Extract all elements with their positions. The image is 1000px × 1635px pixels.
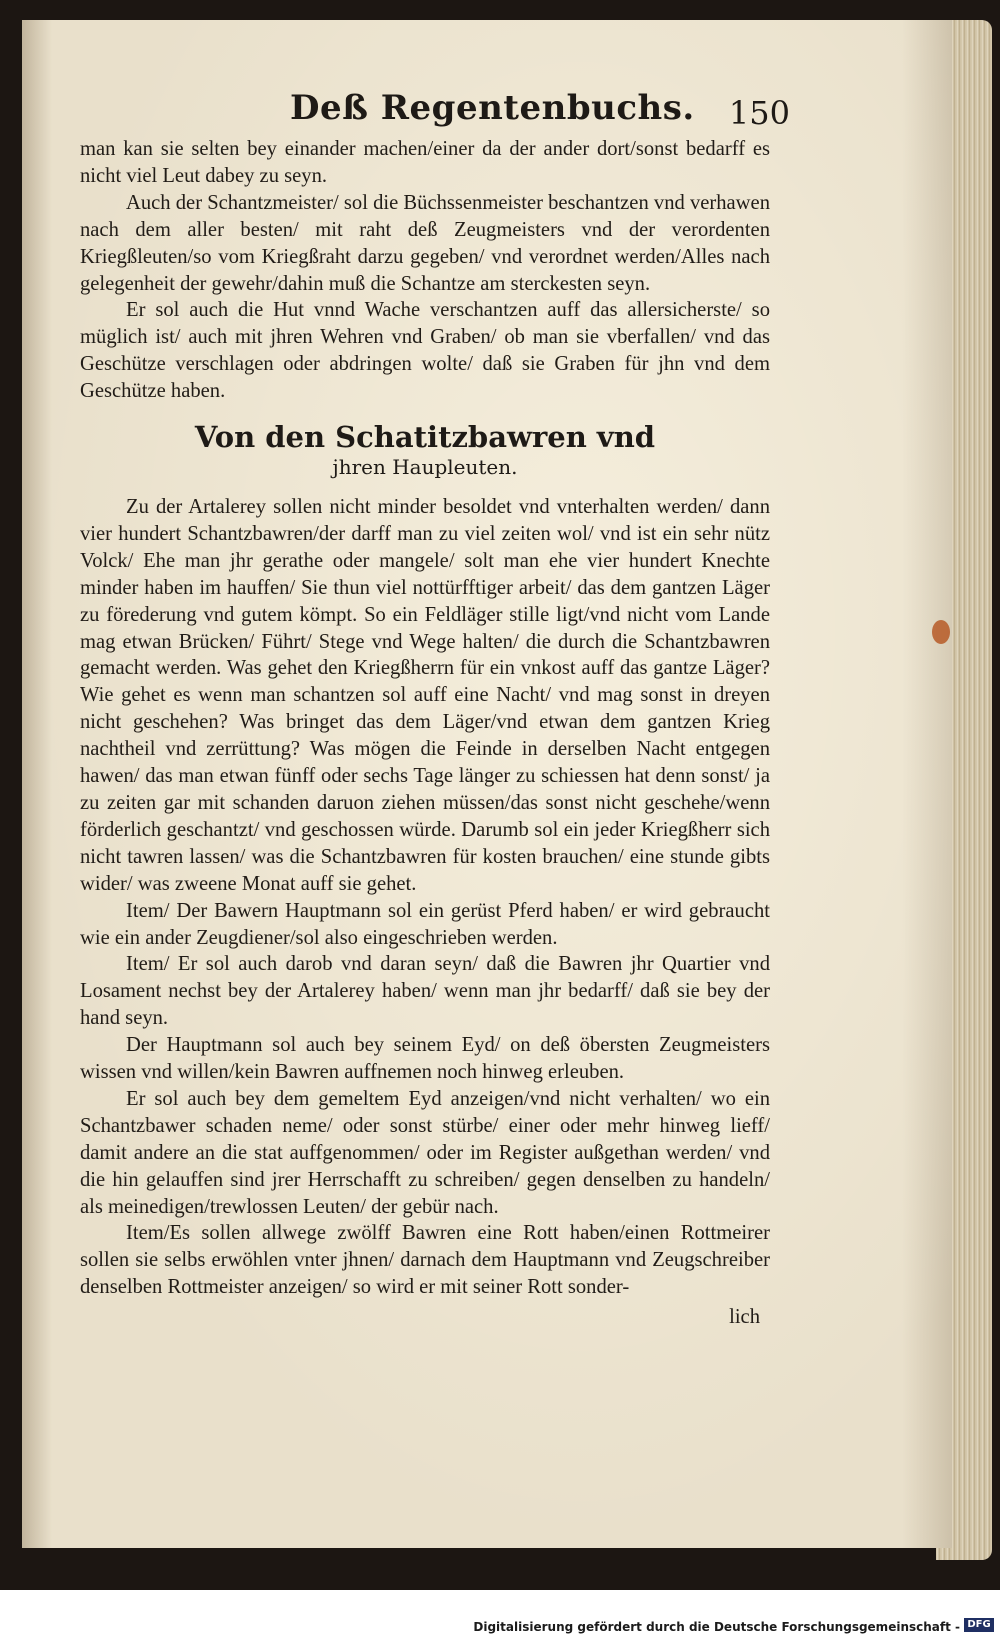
paragraph: Auch der Schantzmeister/ sol die Büchssenmeister beschantzen vnd verhawen nach dem aller besten/ mit raht deß Zeugmeisters vnd der verordenten Kriegßleuten/so vom Kriegßraht darzu gegeben/ vnd verordnet werden/Alles nach gelegenheit der gewehr/dahin muß die Schantze am sterckesten seyn. <box>80 191 770 295</box>
paragraph: man kan sie selten bey einander machen/einer da der ander dort/sonst bedarff es nicht viel Leut dabey zu seyn. <box>80 138 770 187</box>
catchword: lich <box>729 1306 760 1328</box>
body-text-block <box>80 494 770 1301</box>
paragraph: Er sol auch bey dem gemeltem Eyd anzeigen/vnd nicht verhalten/ wo ein Schantzbawer schaden neme/ oder sonst stürbe/ einer oder mehr hinweg lieff/ damit andere an die stat auffgenommen/ oder im Register außgethan werden/ vnd die hin gelauffen sind jrer Herrschafft zu schreiben/ gegen denselben zu handeln/ als meinedigen/trewlossen Leuten/ der gebür nach. <box>80 1087 770 1218</box>
funding-credit: Digitalisierung gefördert durch die Deutsche Forschungsgemeinschaft - <box>473 1620 960 1634</box>
paper-stain <box>932 620 950 644</box>
section-heading: Von den Schatitzbawren vnd <box>194 420 656 454</box>
paragraph: Er sol auch die Hut vnnd Wache verschantzen auff das allersicherste/ so müglich ist/ auch mit jhren Wehren vnd Graben/ ob man sie vberfallen/ vnd das Geschütze verschlagen oder abdringen wolte/ daß sie Graben für jhn vnd dem Geschütze haben. <box>80 299 770 403</box>
paragraph: Item/Es sollen allwege zwölff Bawren eine Rott haben/einen Rottmeirer sollen sie selbs erwöhlen vnter jhnen/ darnach dem Hauptmann vnd Zeugschreiber denselben Rottmeister anzeigen/ so wird er mit seiner Rott sonder- <box>80 1222 770 1299</box>
folio-number: 150 <box>728 94 790 132</box>
paragraph: Zu der Artalerey sollen nicht minder besoldet vnd vnterhalten werden/ dann vier hundert Schantzbawren/der darff man zu viel zeiten wol/ vnd ist ein sehr nütz Volck/ Ehe man jhr gerathe oder mangele/ solt man ehe vier hundert Knechte minder haben im hauffen/ Sie thun viel nottürfftiger arbeit/ das dem gantzen Läger zu förederung vnd gutem kömpt. So ein Feldläger stille ligt/vnd nicht vom Lande mag etwan Brücken/ Führt/ Stege vnd Wege halten/ die durch die Schantzbawren gemacht werden. Was gehet den Kriegßherrn für ein vnkost auff das gantze Läger? Wie gehet es wenn man schantzen sol auff eine Nacht/ vnd mag sonst in dreyen nicht geschehen? Was bringet das dem Läger/vnd etwan dem gantzen Krieg nachtheil vnd zerrüttung? Was mögen die Feinde in derselben Nacht entgegen hawen/ das man etwan fünff oder sechs Tage länger zu schiessen hat denn sonst/ ja zu zeiten gar mit schanden daruon ziehen müssen/das sonst nicht geschehe/wenn förderlich geschantzt/ vnd geschossen würde. Darumb sol ein jeder Kriegßherr sich nicht tawren lassen/ was die Schantzbawren für kosten brauchen/ eine stunde gibts wider/ was zweene Monat auff sie gehet. <box>80 496 770 895</box>
paragraph: Item/ Er sol auch darob vnd daran seyn/ daß die Bawren jhr Quartier vnd Losament nechst bey der Artalerey haben/ wenn man jhr bedarff/ daß sie bey der hand seyn. <box>80 953 770 1030</box>
dfg-logo: DFG <box>964 1618 994 1632</box>
paragraph: Der Hauptmann sol auch bey seinem Eyd/ on deß öbersten Zeugmeisters wissen vnd willen/kein Bawren auffnemen noch hinweg erleuben. <box>80 1034 770 1084</box>
running-header: Deß Regentenbuchs. <box>290 88 695 128</box>
paragraph: Item/ Der Bawern Hauptmann sol ein gerüst Pferd haben/ er wird gebraucht wie ein ander Zeugdiener/sol also eingeschrieben werden. <box>80 899 770 949</box>
section-subheading: jhren Haupleuten. <box>332 455 518 479</box>
top-text-block <box>80 136 770 405</box>
